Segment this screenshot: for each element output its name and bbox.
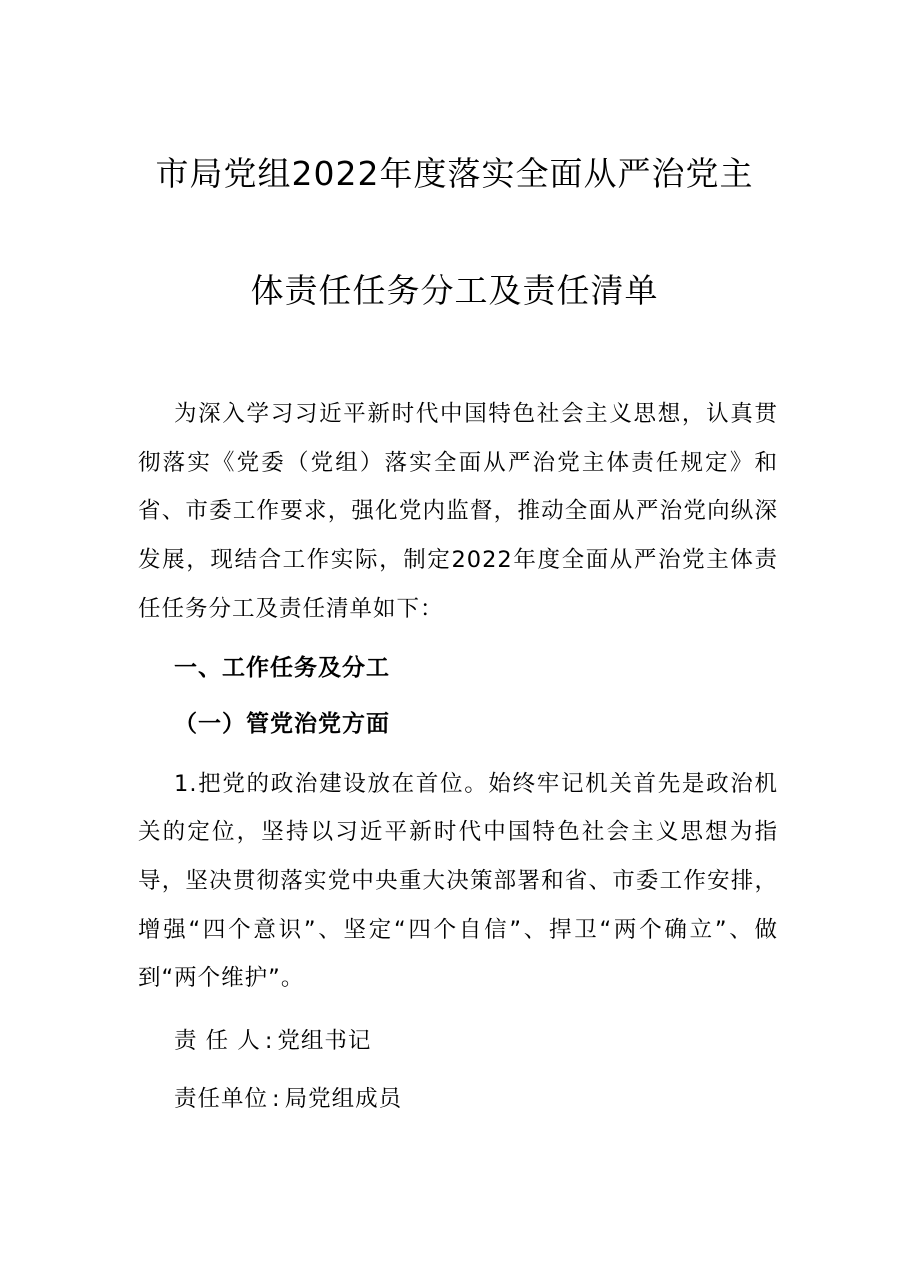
responsible-person-value: 党组书记 xyxy=(277,1028,372,1055)
responsible-unit-value: 局党组成员 xyxy=(284,1086,403,1113)
responsible-person-colon: : xyxy=(264,1028,274,1055)
document-title-line-2: 体责任任务分工及责任清单 xyxy=(250,271,659,310)
document-body xyxy=(138,390,778,1128)
responsible-unit-row xyxy=(138,1070,778,1128)
document-title-line-1: 市局党组2022年度落实全面从严治党主 xyxy=(155,154,754,193)
responsible-person-row xyxy=(138,1012,778,1070)
responsible-person-label: 责 任 人 xyxy=(174,1028,261,1055)
intro-paragraph: 为深入学习习近平新时代中国特色社会主义思想，认真贯彻落实《党委（党组）落实全面从严治党主体责任规定》和省、市委工作要求，强化党内监督，推动全面从严治党向纵深发展，现结合工作实际，制定2022年度全面从严治党主体责任任务分工及责任清单如下： xyxy=(138,401,778,622)
subsection-heading: （一）管党治党方面 xyxy=(174,710,390,737)
section-heading: 一、工作任务及分工 xyxy=(174,654,390,681)
responsible-unit-colon: : xyxy=(272,1086,281,1113)
responsible-unit-label: 责任单位 xyxy=(174,1086,269,1113)
task-item-1: 1.把党的政治建设放在首位。始终牢记机关首先是政治机关的定位，坚持以习近平新时代中国特色社会主义思想为指导，坚决贯彻落实党中央重大决策部署和省、市委工作安排，增强“四个意识”、坚定“四个自信”、捍卫“两个确立”、做到“两个维护”。 xyxy=(138,770,778,992)
